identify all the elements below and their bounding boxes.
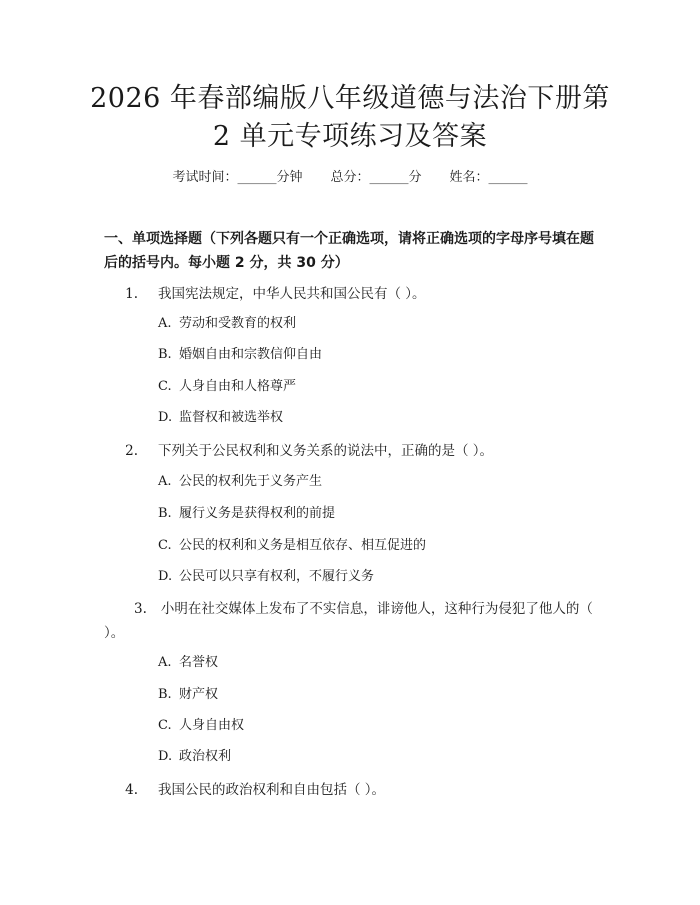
option-text: 公民的权利先于义务产生 bbox=[179, 474, 323, 489]
option-text: 劳动和受教育的权利 bbox=[179, 316, 297, 331]
option-letter: B. bbox=[158, 506, 172, 521]
option-letter: D. bbox=[158, 410, 173, 425]
option-letter: C. bbox=[158, 538, 172, 553]
option-letter: B. bbox=[158, 687, 172, 702]
option-letter: C. bbox=[158, 718, 172, 733]
option-letter: A. bbox=[158, 474, 172, 489]
question-3 bbox=[104, 597, 600, 645]
option-2d bbox=[158, 567, 374, 587]
option-text: 人身自由权 bbox=[179, 718, 245, 733]
document-title: 2026 年春部编版八年级道德与法治下册第 2 单元专项练习及答案 bbox=[90, 83, 610, 152]
option-2b bbox=[158, 504, 335, 524]
option-text: 政治权利 bbox=[179, 749, 232, 764]
question-stem: 我国公民的政治权利和自由包括（ ）。 bbox=[158, 782, 386, 798]
option-2c bbox=[158, 536, 426, 556]
question-1 bbox=[104, 281, 584, 307]
option-3c bbox=[158, 716, 244, 736]
question-number: 2. bbox=[125, 443, 138, 459]
option-3b bbox=[158, 685, 218, 705]
question-stem: 下列关于公民权利和义务关系的说法中，正确的是（ ）。 bbox=[158, 443, 494, 459]
option-letter: D. bbox=[158, 569, 173, 584]
option-1c bbox=[158, 377, 296, 397]
option-1a bbox=[158, 314, 296, 334]
option-letter: B. bbox=[158, 347, 172, 362]
question-stem: 小明在社交媒体上发布了不实信息，诽谤他人，这种行为侵犯了他人的（ ）。 bbox=[104, 601, 593, 641]
exam-time-label: 考试时间：______分钟 bbox=[172, 170, 303, 185]
option-3a bbox=[158, 653, 218, 673]
option-text: 名誉权 bbox=[179, 655, 219, 670]
option-2a bbox=[158, 472, 322, 492]
option-text: 婚姻自由和宗教信仰自由 bbox=[179, 347, 323, 362]
option-1b bbox=[158, 345, 322, 365]
question-number: 1. bbox=[125, 286, 138, 302]
question-stem: 我国宪法规定，中华人民共和国公民有（ ）。 bbox=[158, 286, 426, 302]
option-1d bbox=[158, 408, 283, 428]
question-4 bbox=[104, 777, 584, 803]
option-text: 履行义务是获得权利的前提 bbox=[179, 506, 336, 521]
exam-info-line bbox=[0, 168, 700, 188]
option-letter: A. bbox=[158, 316, 172, 331]
option-3d bbox=[158, 747, 231, 767]
option-text: 财产权 bbox=[179, 687, 219, 702]
total-score-label: 总分：______分 bbox=[330, 170, 422, 185]
option-text: 公民的权利和义务是相互依存、相互促进的 bbox=[179, 538, 427, 553]
section-heading: 一、单项选择题（下列各题只有一个正确选项，请将正确选项的字母序号填在题后的括号内。每小题 2 分，共 30 分） bbox=[104, 231, 594, 271]
option-text: 公民可以只享有权利，不履行义务 bbox=[179, 569, 375, 584]
name-label: 姓名：______ bbox=[449, 170, 528, 185]
option-letter: C. bbox=[158, 379, 172, 394]
option-letter: D. bbox=[158, 749, 173, 764]
question-number: 3. bbox=[134, 601, 147, 617]
question-2 bbox=[104, 438, 584, 464]
option-text: 监督权和被选举权 bbox=[179, 410, 284, 425]
option-letter: A. bbox=[158, 655, 172, 670]
option-text: 人身自由和人格尊严 bbox=[179, 379, 297, 394]
question-number: 4. bbox=[125, 782, 138, 798]
